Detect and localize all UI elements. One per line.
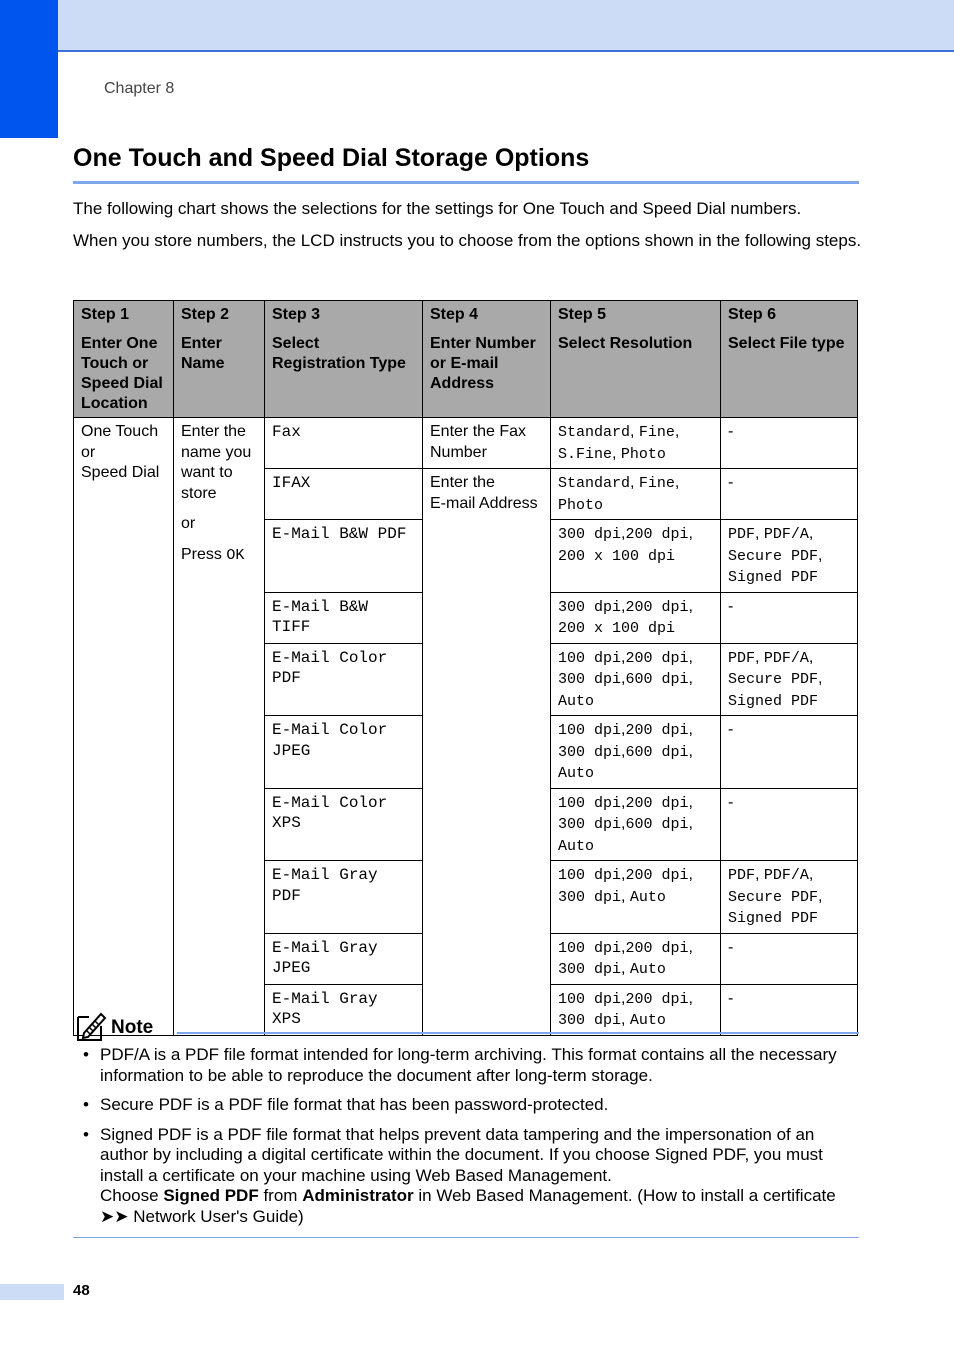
registration-type-cell: E-Mail Gray PDF xyxy=(265,861,423,934)
header-step-6: Step 6 Select File type xyxy=(721,301,858,418)
step4-fax-cell: Enter the Fax Number xyxy=(423,418,551,469)
note-bottom-divider xyxy=(73,1237,859,1238)
resolution-cell: 100 dpi,200 dpi, 300 dpi, Auto xyxy=(551,984,721,1035)
page-number-tab xyxy=(0,1284,64,1300)
registration-type-cell: Fax xyxy=(265,418,423,469)
chapter-tab xyxy=(0,0,58,138)
resolution-cell: 300 dpi,200 dpi, 200 x 100 dpi xyxy=(551,520,721,593)
step1-location-cell: One Touch or Speed Dial xyxy=(74,418,174,1036)
file-type-cell: - xyxy=(721,716,858,789)
registration-type-cell: E-Mail Color PDF xyxy=(265,643,423,716)
resolution-cell: 300 dpi,200 dpi, 200 x 100 dpi xyxy=(551,592,721,643)
resolution-cell: 100 dpi,200 dpi, 300 dpi, Auto xyxy=(551,933,721,984)
step2-name-cell: Enter the name you want to store or Press OK xyxy=(174,418,265,1036)
note-divider xyxy=(177,1032,859,1034)
double-arrow-icon: ➤➤ xyxy=(100,1206,129,1226)
note-pencil-icon xyxy=(75,1010,107,1042)
registration-type-cell: E-Mail Color JPEG xyxy=(265,716,423,789)
registration-type-cell: E-Mail Gray JPEG xyxy=(265,933,423,984)
header-step-4: Step 4 Enter Number or E-mail Address xyxy=(423,301,551,418)
file-type-cell: - xyxy=(721,592,858,643)
header-band xyxy=(0,0,954,52)
table-row xyxy=(74,418,858,469)
step4-email-cell: Enter the E-mail Address xyxy=(423,469,551,1036)
page-number: 48 xyxy=(73,1282,90,1299)
bullet-icon: • xyxy=(83,1095,89,1114)
resolution-cell: 100 dpi,200 dpi, 300 dpi,600 dpi, Auto xyxy=(551,716,721,789)
list-item: • Signed PDF is a PDF file format that helps prevent data tampering and the impersonation of an author by including a digital certificate within the document. If you choose Signed PDF, you must install a certificate on your machine using Web Based Management. Choose Signed PDF from Administrator in Web Based Management. (How to install a certificate ➤➤ Network User's Guide) xyxy=(83,1124,836,1226)
file-type-cell: - xyxy=(721,933,858,984)
file-type-cell: PDF, PDF/A, Secure PDF, Signed PDF xyxy=(721,861,858,934)
header-step-5: Step 5 Select Resolution xyxy=(551,301,721,418)
note-list xyxy=(73,1045,863,1236)
header-step-3: Step 3 Select Registration Type xyxy=(265,301,423,418)
file-type-cell: - xyxy=(721,469,858,520)
registration-type-cell: E-Mail Color XPS xyxy=(265,788,423,861)
file-type-cell: PDF, PDF/A, Secure PDF, Signed PDF xyxy=(721,643,858,716)
note-label: Note xyxy=(111,1017,154,1038)
intro-paragraph-1: The following chart shows the selections for the settings for One Touch and Speed Dial numbers. xyxy=(73,199,802,218)
file-type-cell: - xyxy=(721,984,858,1035)
file-type-cell: PDF, PDF/A, Secure PDF, Signed PDF xyxy=(721,520,858,593)
intro-paragraph-2: When you store numbers, the LCD instructs you to choose from the options shown in the following steps. xyxy=(73,231,862,250)
resolution-cell: Standard, Fine, S.Fine, Photo xyxy=(551,418,721,469)
header-step-1: Step 1 Enter One Touch or Speed Dial Location xyxy=(74,301,174,418)
resolution-cell: 100 dpi,200 dpi, 300 dpi, Auto xyxy=(551,861,721,934)
file-type-cell: - xyxy=(721,418,858,469)
registration-type-cell: E-Mail Gray XPS xyxy=(265,984,423,1035)
table-header-row xyxy=(74,301,858,418)
title-underline xyxy=(73,181,859,184)
page-title: One Touch and Speed Dial Storage Options xyxy=(73,144,590,172)
header-step-2: Step 2 Enter Name xyxy=(174,301,265,418)
file-type-cell: - xyxy=(721,788,858,861)
registration-type-cell: E-Mail B&W TIFF xyxy=(265,592,423,643)
chapter-label: Chapter 8 xyxy=(104,80,175,97)
resolution-cell: 100 dpi,200 dpi, 300 dpi,600 dpi, Auto xyxy=(551,788,721,861)
list-item: • Secure PDF is a PDF file format that has been password-protected. xyxy=(83,1095,609,1114)
resolution-cell: Standard, Fine, Photo xyxy=(551,469,721,520)
bullet-icon: • xyxy=(83,1045,89,1064)
bullet-icon: • xyxy=(83,1124,89,1144)
storage-options-table xyxy=(73,300,858,1036)
note-header xyxy=(75,1010,859,1046)
resolution-cell: 100 dpi,200 dpi, 300 dpi,600 dpi, Auto xyxy=(551,643,721,716)
registration-type-cell: E-Mail B&W PDF xyxy=(265,520,423,593)
registration-type-cell: IFAX xyxy=(265,469,423,520)
list-item: • PDF/A is a PDF file format intended for long-term archiving. This format contains all the necessary information to be able to reproduce the document after long-term storage. xyxy=(83,1045,837,1085)
